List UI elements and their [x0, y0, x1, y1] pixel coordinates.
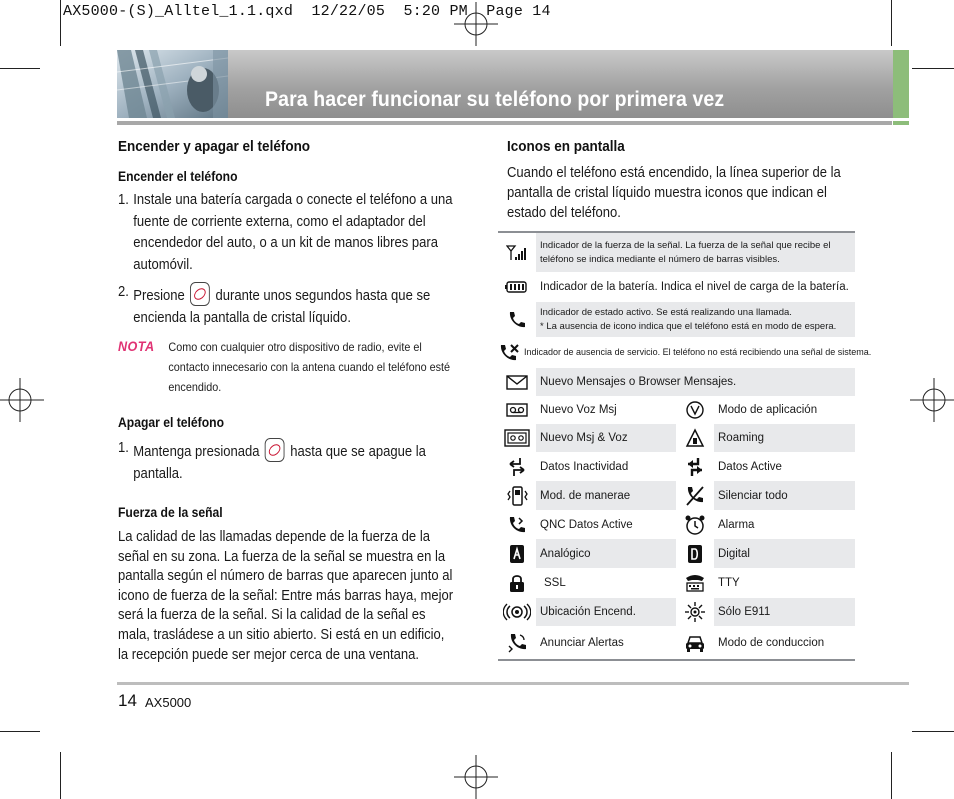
header-divider-accent	[893, 121, 909, 125]
ssl-lock-icon	[498, 568, 536, 598]
row-label: Modo de conduccion	[718, 636, 825, 649]
alarm-clock-icon	[676, 510, 714, 539]
table-row	[498, 510, 855, 539]
registration-mark-icon	[0, 378, 44, 422]
left-column	[118, 138, 458, 665]
row-description: Nuevo Mensajes o Browser Mensajes.	[536, 368, 855, 396]
intro-paragraph: Cuando el teléfono está encendido, la línea superior de la pantalla de cristal líquido muestra iconos que indican el estado del teléfono.	[507, 165, 841, 221]
list-item	[118, 282, 458, 329]
table-row	[498, 302, 855, 337]
row-label: Alarma	[718, 518, 755, 531]
crop-mark	[60, 752, 61, 799]
row-label: TTY	[718, 577, 740, 589]
row-description: Indicador de la fuerza de la señal. La fuerza de la señal que recibe el teléfono se indica mediante el número de barras visibles.	[536, 233, 855, 272]
row-label: SSL	[544, 577, 566, 589]
row-label: Roaming	[714, 424, 855, 452]
voicemail-text-icon	[498, 424, 536, 452]
active-call-icon	[498, 302, 536, 337]
crop-mark	[60, 0, 61, 46]
page-title: Para hacer funcionar su teléfono por primera vez	[265, 88, 725, 111]
crop-mark	[891, 0, 892, 46]
registration-mark-icon	[910, 378, 954, 422]
crop-mark	[0, 731, 40, 732]
row-label: Ubicación Encend.	[536, 598, 676, 626]
table-row	[498, 598, 855, 626]
silence-all-icon	[676, 481, 714, 510]
table-row	[498, 452, 855, 481]
header-accent	[893, 50, 909, 118]
note-text: Como con cualquier otro dispositivo de radio, evite el contacto innecesario con la antena cuando el teléfono esté encendido.	[168, 340, 451, 394]
announce-alerts-icon	[498, 626, 536, 659]
header-photo	[117, 50, 228, 118]
row-label: Mod. de manerae	[536, 481, 676, 510]
section-heading: Iconos en pantalla	[507, 138, 625, 155]
list-item	[118, 438, 458, 485]
tty-icon	[676, 568, 714, 598]
driving-mode-icon	[676, 626, 714, 659]
table-row	[498, 272, 855, 302]
subheading-power-off: Apagar el teléfono	[118, 415, 225, 430]
note-label: NOTA	[118, 338, 155, 354]
registration-mark-icon	[454, 755, 498, 799]
table-row	[498, 368, 855, 396]
signal-strength-icon	[498, 233, 536, 272]
signal-paragraph: La calidad de las llamadas depende de la fuerza de la señal en su zona. La fuerza de la señal se muestra en la pantalla según el número de barras que aparecen junto al icono de fuerza de la señal: Entre más barras haya, mejor será la fuerza de la señal. Si la calidad de la señal es mala, trasládese a un sitio abierto. Si está en un edificio, la recepción puede ser mejor cerca de una ventana.	[118, 529, 454, 663]
list-item	[118, 190, 458, 276]
row-label: Anunciar Alertas	[540, 636, 624, 649]
location-on-icon	[498, 598, 536, 626]
row-description: Indicador de la batería. Indica el nivel de carga de la batería.	[540, 281, 849, 293]
row-label: Modo de aplicación	[718, 404, 818, 416]
note-block	[118, 337, 458, 397]
icons-table	[498, 231, 872, 661]
list-number: 1.	[118, 192, 129, 208]
app-mode-icon	[676, 396, 714, 424]
row-label: Sólo E911	[714, 598, 855, 626]
footer-divider	[117, 682, 909, 685]
row-label: Datos Inactividad	[540, 460, 629, 473]
e911-only-icon	[676, 598, 714, 626]
list-text: hasta que se apague la pantalla.	[133, 444, 426, 482]
crop-mark	[891, 752, 892, 799]
row-label: Datos Active	[718, 460, 782, 473]
crop-mark	[912, 731, 954, 732]
table-row	[498, 424, 855, 452]
print-slug: AX5000-(S)_Alltel_1.1.qxd 12/22/05 5:20 PM Page 14	[63, 3, 551, 20]
table-row	[498, 481, 855, 510]
table-row	[498, 337, 872, 368]
row-label: Nuevo Voz Msj	[540, 404, 617, 416]
digital-icon	[676, 539, 714, 568]
row-label: Analógico	[536, 539, 676, 568]
battery-icon	[498, 272, 536, 302]
row-label: Silenciar todo	[714, 481, 855, 510]
list-number: 2.	[118, 284, 129, 300]
power-end-key-icon	[190, 282, 210, 306]
subheading-signal: Fuerza de la señal	[118, 505, 223, 520]
model-name: AX5000	[145, 695, 192, 710]
no-service-icon	[498, 337, 520, 368]
roaming-icon	[676, 424, 714, 452]
qnc-data-icon	[498, 510, 536, 539]
row-label: Nuevo Msj & Voz	[536, 424, 676, 452]
vibrate-icon	[498, 481, 536, 510]
crop-mark	[912, 68, 954, 69]
list-number: 1.	[118, 440, 129, 456]
analog-icon	[498, 539, 536, 568]
row-label: Digital	[714, 539, 855, 568]
page-number: 14	[118, 691, 137, 710]
row-description: Indicador de estado activo. Se está realizando una llamada. * La ausencia de icono indica que el teléfono está en modo de espera.	[536, 302, 855, 337]
list-text: durante unos segundos hasta que se encienda la pantalla de cristal líquido.	[133, 288, 431, 326]
voicemail-icon	[498, 396, 536, 424]
list-text: Mantenga presionada	[133, 444, 260, 460]
row-label: QNC Datos Active	[540, 518, 633, 531]
list-text: Instale una batería cargada o conecte el teléfono a una fuente de corriente externa, como el adaptador del encendedor del auto, o a un kit de manos libres para automóvil.	[133, 192, 453, 273]
table-row	[498, 231, 855, 272]
crop-mark	[0, 68, 40, 69]
data-inactive-icon	[498, 452, 536, 481]
table-row	[498, 396, 855, 424]
right-column	[507, 138, 857, 223]
section-heading: Encender y apagar el teléfono	[118, 138, 311, 155]
envelope-icon	[498, 368, 536, 396]
list-text: Presione	[133, 288, 185, 304]
header-divider	[117, 121, 892, 125]
table-row	[498, 539, 855, 568]
power-end-key-icon	[265, 438, 285, 462]
table-row	[498, 626, 855, 661]
data-active-icon	[676, 452, 714, 481]
row-description: Indicador de ausencia de servicio. El teléfono no está recibiendo una señal de sistema.	[524, 346, 872, 357]
table-row	[498, 568, 855, 598]
subheading-power-on: Encender el teléfono	[118, 169, 238, 184]
